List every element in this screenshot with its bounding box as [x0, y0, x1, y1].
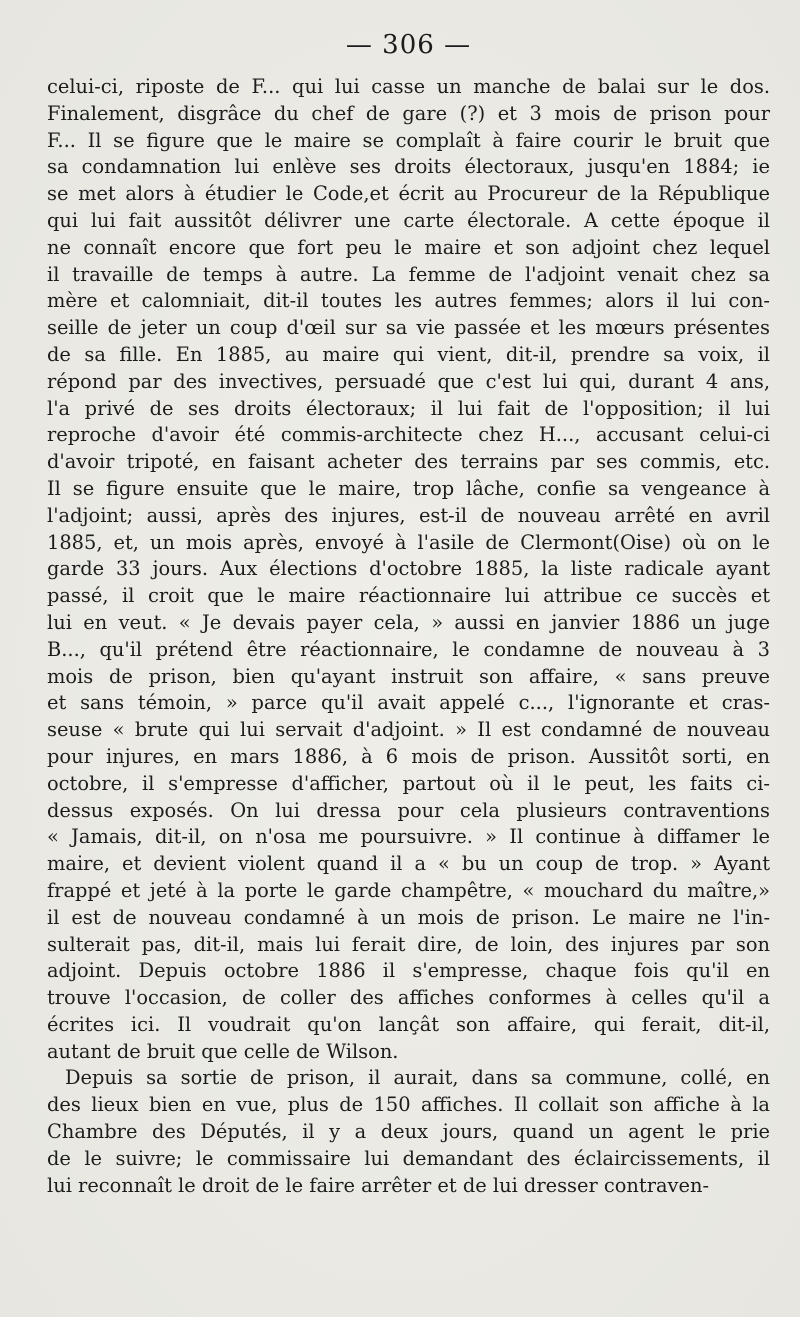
text-line: sa condamnation lui enlève ses droits électoraux, jusqu'en 1884; ie: [47, 155, 770, 179]
text-line: Finalement, disgrâce du chef de gare (?) et 3 mois de prison pour: [47, 101, 770, 125]
text-line: autant de bruit que celle de Wilson.: [47, 1039, 399, 1063]
text-line: lui en veut. « Je devais payer cela, » aussi en janvier 1886 un juge: [47, 610, 770, 634]
text-line: l'a privé de ses droits électoraux; il lui fait de l'opposition; il lui: [47, 396, 770, 420]
text-line: pour injures, en mars 1886, à 6 mois de prison. Aussitôt sorti, en: [47, 744, 770, 768]
text-line: F... Il se figure que le maire se complaît à faire courir le bruit que: [47, 128, 770, 152]
text-line: octobre, il s'empresse d'afficher, partout où il le peut, les faits ci-: [47, 771, 770, 795]
text-line: écrites ici. Il voudrait qu'on lançât son affaire, qui ferait, dit-il,: [47, 1012, 770, 1036]
text-line: B..., qu'il prétend être réactionnaire, le condamne de nouveau à 3: [47, 637, 770, 661]
text-line: de le suivre; le commissaire lui demandant des éclaircissements, il: [47, 1146, 770, 1170]
text-line: l'adjoint; aussi, après des injures, est-il de nouveau arrêté en avril: [47, 503, 770, 527]
text-line: frappé et jeté à la porte le garde champêtre, « mouchard du maître,»: [47, 878, 770, 902]
page-number: — 306 —: [345, 30, 472, 60]
text-line: seuse « brute qui lui servait d'adjoint. » Il est condamné de nouveau: [47, 718, 770, 742]
text-line: il travaille de temps à autre. La femme de l'adjoint venait chez sa: [47, 262, 770, 286]
text-line: trouve l'occasion, de coller des affiches conformes à celles qu'il a: [47, 986, 770, 1010]
text-line: passé, il croit que le maire réactionnaire lui attribue ce succès et: [47, 584, 770, 608]
text-line: d'avoir tripoté, en faisant acheter des terrains par ses commis, etc.: [47, 450, 770, 474]
text-line: garde 33 jours. Aux élections d'octobre 1885, la liste radicale ayant: [47, 557, 770, 581]
text-line: et sans témoin, » parce qu'il avait appelé c..., l'ignorante et cras-: [47, 691, 770, 715]
text-line: dessus exposés. On lui dressa pour cela plusieurs contraventions: [47, 798, 770, 822]
text-line: maire, et devient violent quand il a « bu un coup de trop. » Ayant: [47, 852, 770, 876]
text-line: Chambre des Députés, il y a deux jours, quand un agent le prie: [47, 1120, 770, 1144]
text-line: « Jamais, dit-il, on n'osa me poursuivre. » Il continue à diffamer le: [47, 825, 770, 849]
text-line: lui reconnaît le droit de le faire arrêter et de lui dresser contraven-: [47, 1173, 710, 1197]
text-line: reproche d'avoir été commis-architecte chez H..., accusant celui-ci: [47, 423, 770, 447]
text-line: adjoint. Depuis octobre 1886 il s'empresse, chaque fois qu'il en: [47, 959, 770, 983]
text-line: Depuis sa sortie de prison, il aurait, dans sa commune, collé, en: [65, 1066, 770, 1090]
text-line: ne connaît encore que fort peu le maire et son adjoint chez lequel: [47, 235, 770, 259]
page-body-text: [47, 74, 770, 1199]
text-line: 1885, et, un mois après, envoyé à l'asile de Clermont(Oise) où on le: [47, 530, 770, 554]
text-line: celui-ci, riposte de F... qui lui casse un manche de balai sur le dos.: [47, 75, 770, 98]
text-line: mois de prison, bien qu'ayant instruit son affaire, « sans preuve: [47, 664, 770, 688]
text-line: répond par des invectives, persuadé que c'est lui qui, durant 4 ans,: [47, 369, 770, 393]
text-line: il est de nouveau condamné à un mois de prison. Le maire ne l'in-: [47, 905, 770, 929]
text-line: qui lui fait aussitôt délivrer une carte électorale. A cette époque il: [47, 208, 770, 232]
text-line: se met alors à étudier le Code,et écrit au Procureur de la République: [47, 182, 770, 206]
text-line: de sa fille. En 1885, au maire qui vient, dit-il, prendre sa voix, il: [47, 342, 770, 366]
text-line: mère et calomniait, dit-il toutes les autres femmes; alors il lui con-: [47, 289, 770, 313]
text-line: seille de jeter un coup d'œil sur sa vie passée et les mœurs présentes: [47, 316, 770, 340]
text-line: sulterait pas, dit-il, mais lui ferait dire, de loin, des injures par son: [47, 932, 770, 956]
text-line: des lieux bien en vue, plus de 150 affiches. Il collait son affiche à la: [47, 1093, 770, 1117]
text-line: Il se figure ensuite que le maire, trop lâche, confie sa vengeance à: [47, 476, 770, 500]
